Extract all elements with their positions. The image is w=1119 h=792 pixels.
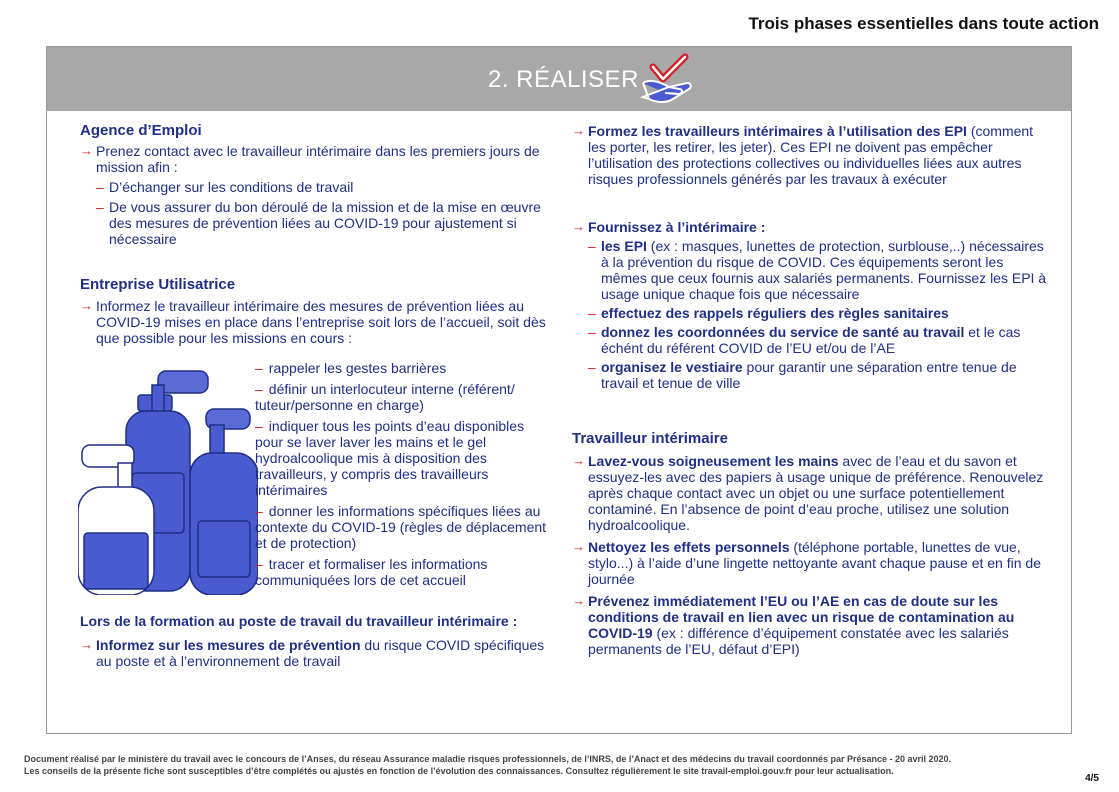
list-item: – organisez le vestiaire pour garantir une séparation entre tenue de travail et tenue de ville [588, 359, 1017, 391]
travailleur-item: → Nettoyez les effets personnels (téléphone portable, lunettes de vue, stylo...) à l’aide d’une lingette nettoyante avant chaque pause et en fin de journée [572, 539, 1050, 587]
hand-check-icon [639, 53, 701, 114]
page-header-title: Trois phases essentielles dans toute action [748, 14, 1099, 33]
list-item: – donnez les coordonnées du service de santé au travail et le cas échént du référent COVID de l’EU et/ou de l’AE [588, 324, 1021, 356]
phase-banner [47, 47, 1071, 111]
footer-line: Document réalisé par le ministère du travail avec le concours de l’Anses, du réseau Assurance maladie risques professionnels, de l’INRS, de l’Anact et des médecins du travail coordonnés par Présance - 20 avril 2020. [24, 754, 952, 764]
epi-paragraph: → Formez les travailleurs intérimaires à l’utilisation des EPI (comment les porter, les retirer, les jeter). Ces EPI ne doivent pas empêcher l’utilisation des protections collectives ou individuelles liées aux autres risques professionnels générés par les travaux à exécuter [572, 123, 1050, 187]
page-number: 4/5 [1085, 773, 1099, 784]
entreprise-list [255, 360, 555, 593]
list-item: – rappeler les gestes barrières [255, 360, 447, 376]
entreprise-heading: Entreprise Utilisatrice [80, 276, 236, 293]
formation-section [80, 613, 560, 669]
entreprise-intro: → Informez le travailleur intérimaire des mesures de prévention liées au COVID-19 mises en place dans l’entreprise soit lors de l’accueil, soit dès que possible pour les missions en cours : [80, 298, 560, 346]
list-item: – les EPI (ex : masques, lunettes de protection, surblouse,..) nécessaires à la prévention du risque de COVID. Ces équipements seront les mêmes que ceux fournis aux salariés permanents. Fournissez les EPI à usage unique chaque fois que nécessaire [588, 238, 1047, 302]
agence-intro: → Prenez contact avec le travailleur intérimaire dans les premiers jours de mission afin : [80, 143, 560, 175]
list-item: – donner les informations spécifiques liées au contexte du COVID-19 (règles de déplacement et de protection) [255, 503, 547, 551]
formation-heading: Lors de la formation au poste de travail du travailleur intérimaire : [80, 613, 518, 629]
list-item: – effectuez des rappels réguliers des règles sanitaires [588, 305, 949, 321]
left-column [80, 123, 560, 346]
hand-sanitizer-bottles-icon [78, 365, 258, 600]
list-item: – De vous assurer du bon déroulé de la mission et de la mise en œuvre des mesures de prévention liées au COVID-19 pour ajustement si nécessaire [96, 199, 541, 247]
fournissez-heading: → Fournissez à l’intérimaire : [572, 219, 1050, 235]
formation-item: → Informez sur les mesures de prévention du risque COVID spécifiques au poste et à l’environnement de travail [80, 637, 560, 669]
footer-line: Les conseils de la présente fiche sont susceptibles d’être complétés ou ajustés en fonction de l’évolution des connaissances. Consultez régulièrement le site travail-emploi.gouv.fr pour leur actualisation. [24, 766, 894, 776]
phase-title: 2. RÉALISER [488, 66, 639, 93]
content-frame [46, 46, 1072, 734]
travailleur-item: → Lavez-vous soigneusement les mains avec de l’eau et du savon et essuyez-les avec des papiers à usage unique de préférence. Renouvelez après chaque contact avec un objet ou une surface potentiellement contaminé. En l’absence de point d’eau proche, utilisez une solution hydroalcoolique. [572, 453, 1050, 533]
list-item: – définir un interlocuteur interne (référent/ tuteur/personne en charge) [255, 381, 515, 413]
right-column [572, 123, 1050, 657]
footer-note [24, 753, 951, 777]
agence-heading: Agence d’Emploi [80, 122, 202, 139]
travailleur-item: → Prévenez immédiatement l’EU ou l’AE en cas de doute sur les conditions de travail en lien avec un risque de contamination au COVID-19 (ex : différence d’équipement constatée avec les salariés permanents de l’EU, défaut d’EPI) [572, 593, 1050, 657]
travailleur-heading: Travailleur intérimaire [572, 430, 728, 447]
list-item: – D’échanger sur les conditions de travail [96, 179, 354, 195]
list-item: – indiquer tous les points d’eau disponibles pour se laver laver les mains et le gel hydroalcoolique mis à disposition des travailleurs, y compris des travailleurs intérimaires [255, 418, 525, 498]
list-item: – tracer et formaliser les informations communiquées lors de cet accueil [255, 556, 488, 588]
